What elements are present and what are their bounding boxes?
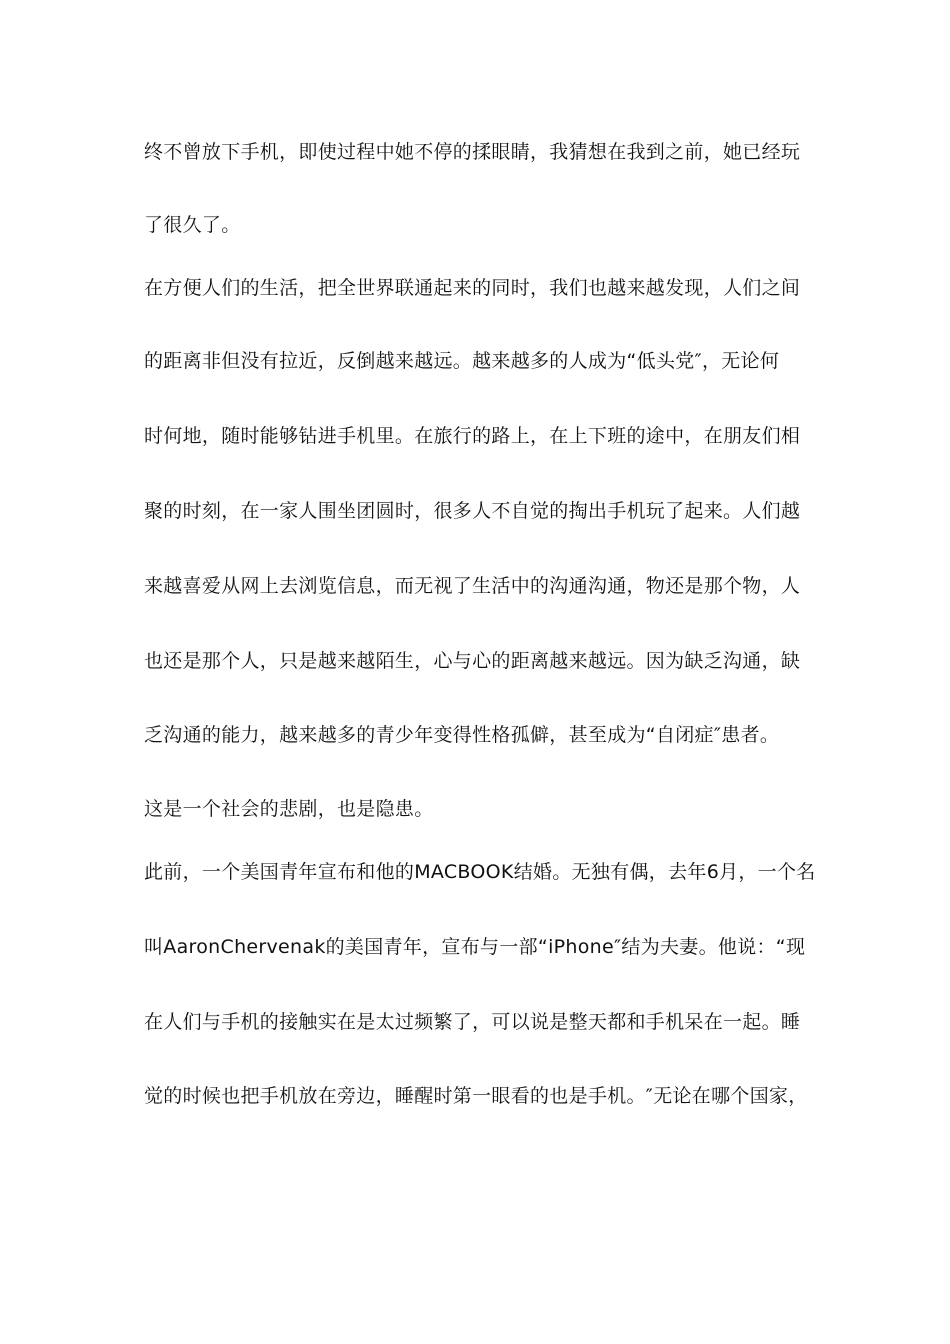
text-line: 终不曾放下手机，即使过程中她不停的揉眼睛，我猜想在我到之前，她已经玩 [144, 141, 801, 163]
text-line: 觉的时候也把手机放在旁边，睡醒时第一眼看的也是手机。″无论在哪个国家， [144, 1085, 808, 1107]
text-line: 时何地，随时能够钻进手机里。在旅行的路上，在上下班的途中，在朋友们相 [144, 425, 801, 447]
text-line: 这是一个社会的悲剧，也是隐患。 [144, 798, 434, 820]
text-line: 乏沟通的能力，越来越多的青少年变得性格孤僻，甚至成为“自闭症″患者。 [144, 724, 780, 746]
text-line: 聚的时刻，在一家人围坐团圆时，很多人不自觉的掏出手机玩了起来。人们越 [144, 500, 801, 522]
text-line: 在方便人们的生活，把全世界联通起来的同时，我们也越来越发现，人们之间 [144, 277, 801, 299]
text-line: 的距离非但没有拉近，反倒越来越远。越来越多的人成为“低头党″，无论何 [144, 350, 780, 372]
text-line: 来越喜爱从网上去浏览信息，而无视了生活中的沟通沟通，物还是那个物，人 [144, 575, 801, 597]
text-line: 叫AaronChervenak的美国青年，宣布与一部“iPhone″结为夫妻。他说：“现 [144, 936, 806, 958]
text-line: 了很久了。 [144, 214, 241, 236]
text-line: 在人们与手机的接触实在是太过频繁了，可以说是整天都和手机呆在一起。睡 [144, 1011, 801, 1033]
text-line: 此前，一个美国青年宣布和他的MACBOOK结婚。无独有偶，去年6月，一个名 [144, 861, 816, 883]
text-line: 也还是那个人，只是越来越陌生，心与心的距离越来越远。因为缺乏沟通，缺 [144, 650, 801, 672]
